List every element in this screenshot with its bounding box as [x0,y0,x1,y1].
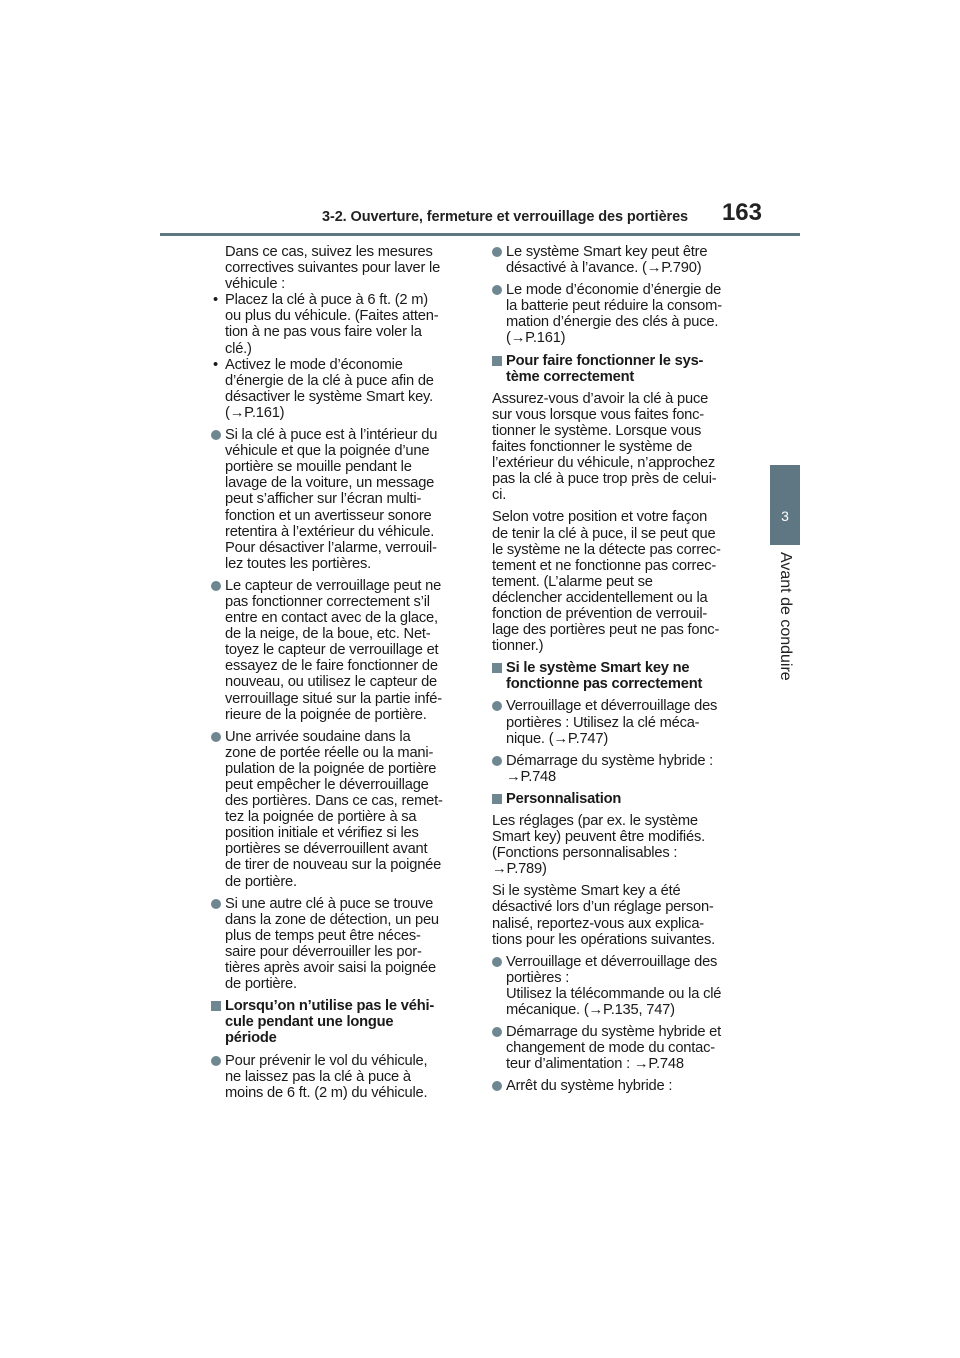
bullet-dot-icon [211,581,221,591]
heading-square-icon [492,356,502,366]
list-item-text: Si une autre clé à puce se trouve dans la zone de détection, un peu plus de temps peut être néces- saire pour déverrouiller les por- tières après avoir saisi la poignée de portière. [225,895,439,993]
paragraph: Si le système Smart key a été désactivé lors d’un réglage person- nalisé, reportez-vous aux explica- tions pour les opérations suivantes. [492,883,716,948]
list-item [211,578,473,723]
list-item-text: Le mode d’économie d’énergie de la batterie peut réduire la consom- mation d’énergie des clés à puce. (→P.161) [506,282,722,347]
list-item-text: Arrêt du système hybride : [506,1078,673,1095]
list-item [492,1078,754,1094]
bullet-dot-icon [211,430,221,440]
chapter-label: Avant de conduire [777,552,794,681]
paragraph: Selon votre position et votre façon de tenir la clé à puce, il se peut que le système ne la détecte pas correc- tement et ne fonctionne pas correc- tement. (L’alarme peut se déclencher accidentellement ou la fonction de prévention de verrouil- lage des portières peut ne pas fonc- tionner.) [492,509,721,655]
heading-text: Personnalisation [506,790,622,807]
section-heading [492,660,754,692]
list-item [492,1024,754,1072]
dash-item [211,292,473,356]
bullet-dot-icon [211,899,221,909]
section-title: 3-2. Ouverture, fermeture et verrouillage des portières [322,209,688,225]
dash-marker: • [213,292,218,309]
list-item [492,753,754,785]
section-heading [492,791,754,807]
bullet-dot-icon [492,701,502,711]
list-item-text: Démarrage du système hybride et changement de mode du contac- teur d’alimentation : →P.748 [506,1024,722,1073]
right-column [492,244,754,1095]
dash-item-text: Activez le mode d’économie d’énergie de la clé à puce afin de désactiver le système Smart key. (→P.161) [225,356,434,421]
bullet-dot-icon [492,285,502,295]
dash-item [211,357,473,421]
list-item-text: Si la clé à puce est à l’intérieur du véhicule et que la poignée d’une portière se mouille pendant le lavage de la voiture, un message peut s’afficher sur l’écran multi- fonction et un avertisseur sonore retentira à l’extérieur du véhicule. Pour désactiver l’alarme, verrouil- lez toutes les portières. [225,427,438,572]
chapter-label-box [771,552,799,712]
left-column [211,244,473,1101]
list-item-text: Pour prévenir le vol du véhicule, ne laissez pas la clé à puce à moins de 6 ft. (2 m) du véhicule. [225,1052,428,1101]
section-heading [492,353,754,385]
list-item [211,427,473,572]
heading-square-icon [492,794,502,804]
paragraph: Les réglages (par ex. le système Smart key) peuvent être modifiés. (Fonctions personnalisables : →P.789) [492,813,705,878]
header-rule [160,233,800,236]
bullet-dot-icon [492,247,502,257]
list-item [492,244,754,276]
list-item [211,896,473,993]
dash-item-text: Placez la clé à puce à 6 ft. (2 m) ou plus du véhicule. (Faites atten- tion à ne pas vous faire voler la clé.) [225,292,439,357]
list-item-text: Démarrage du système hybride : →P.748 [506,752,714,785]
paragraph: Assurez-vous d’avoir la clé à puce sur vous lorsque vous faites fonc- tionner le système. Lorsque vous faites fonctionner le système de l’extérieur du véhicule, n’approchez pas la clé à puce trop près de celui- ci. [492,390,717,504]
bullet-dot-icon [211,1056,221,1066]
list-item [492,698,754,746]
bullet-dot-icon [211,732,221,742]
list-item [211,729,473,890]
chapter-number: 3 [781,508,789,524]
heading-square-icon [211,1001,221,1011]
list-item [492,282,754,346]
page-header [322,199,762,233]
list-item [492,954,754,1018]
bullet-dot-icon [492,1027,502,1037]
list-item-text: Verrouillage et déverrouillage des portières : Utilisez la télécommande ou la clé mécanique. (→P.135, 747) [506,953,722,1019]
intro-paragraph: Dans ce cas, suivez les mesures correctives suivantes pour laver le véhicule : [225,244,441,293]
heading-text: Si le système Smart key ne fonctionne pas correctement [506,660,703,693]
list-item-text: Une arrivée soudaine dans la zone de portée réelle ou la mani- pulation de la poignée de portière peut empêcher le déverrouillage des portières. Dans ce cas, remet- tez la poignée de portière à sa position initiale et vérifiez si les portières se déverrouillent avant de tirer de nouveau sur la poignée de portière. [225,728,443,890]
bullet-dot-icon [492,756,502,766]
heading-text: Lorsqu’on n’utilise pas le véhi- cule pendant une longue période [225,998,435,1047]
list-item-text: Le système Smart key peut être désactivé à l’avance. (→P.790) [506,244,708,277]
bullet-dot-icon [492,1081,502,1091]
heading-square-icon [492,663,502,673]
section-heading [211,998,473,1046]
heading-text: Pour faire fonctionner le sys- tème correctement [506,352,704,385]
list-item-text: Verrouillage et déverrouillage des portières : Utilisez la clé méca- nique. (→P.747) [506,698,718,747]
list-item-text: Le capteur de verrouillage peut ne pas fonctionner correctement s’il entre en contact avec de la glace, de la neige, de la boue, etc. Net- toyez le capteur de verrouillage et essayez de le faire fonctionner de nouveau, ou utilisez le capteur de verrouillage situé sur la partie infé- rieure de la poignée de portière. [225,577,442,723]
dash-marker: • [213,356,218,373]
chapter-tab [770,465,800,545]
bullet-dot-icon [492,957,502,967]
page-number: 163 [721,199,762,226]
list-item [211,1053,473,1101]
